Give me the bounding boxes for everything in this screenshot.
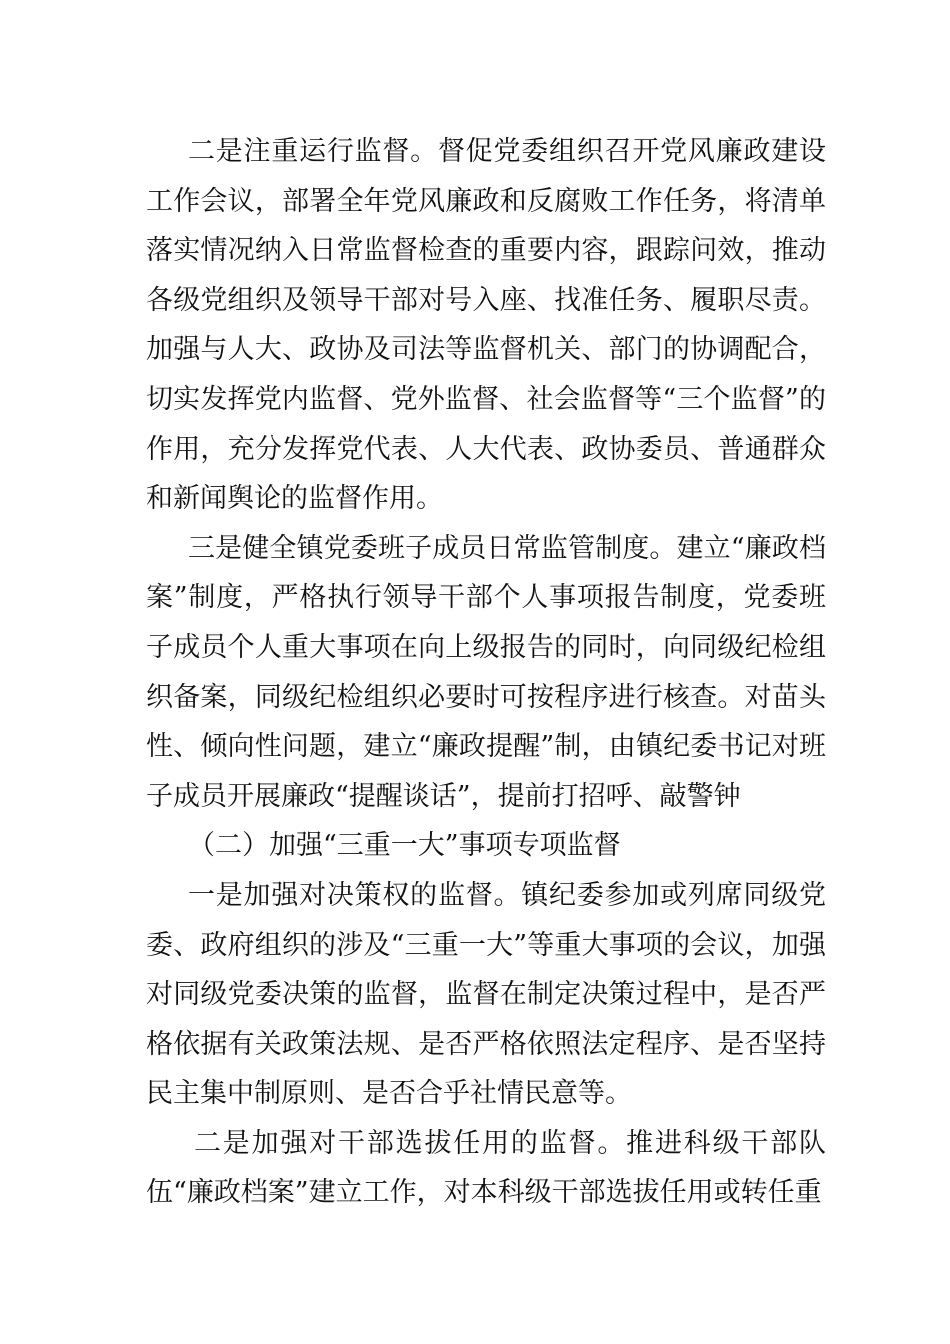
paragraph-cadre-selection-supervision: 二是加强对干部选拔任用的监督。推进科级干部队伍“廉政档案”建立工作，对本科级干部选拔任用或转任重: [146, 1127, 826, 1209]
document-body: [146, 127, 826, 1218]
paragraph-decision-power-supervision: 一是加强对决策权的监督。镇纪委参加或列席同级党委、政府组织的涉及“三重一大”等重大事项的会议，加强对同级党委决策的监督，监督在制定决策过程中，是否严格依据有关政策法规、是否严格依照法定程序、是否坚持民主集中制原则、是否合乎社情民意等。: [146, 879, 826, 1110]
paragraph-daily-supervision-system: 三是健全镇党委班子成员日常监管制度。建立“廉政档案”制度，严格执行领导干部个人事项报告制度，党委班子成员个人重大事项在向上级报告的同时，向同级纪检组织备案，同级纪检组织必要时可按程序进行核查。对苗头性、倾向性问题，建立“廉政提醒”制，由镇纪委书记对班子成员开展廉政“提醒谈话”，提前打招呼、敲警钟: [146, 532, 826, 812]
section-heading-special-supervision: （二）加强“三重一大”事项专项监督: [188, 830, 621, 862]
paragraph-operation-supervision: 二是注重运行监督。督促党委组织召开党风廉政建设工作会议，部署全年党风廉政和反腐败工作任务，将清单落实情况纳入日常监督检查的重要内容，跟踪问效，推动各级党组织及领导干部对号入座、找准任务、履职尽责。加强与人大、政协及司法等监督机关、部门的协调配合，切实发挥党内监督、党外监督、社会监督等“三个监督”的作用，充分发挥党代表、人大代表、政协委员、普通群众和新闻舆论的监督作用。: [146, 136, 826, 515]
